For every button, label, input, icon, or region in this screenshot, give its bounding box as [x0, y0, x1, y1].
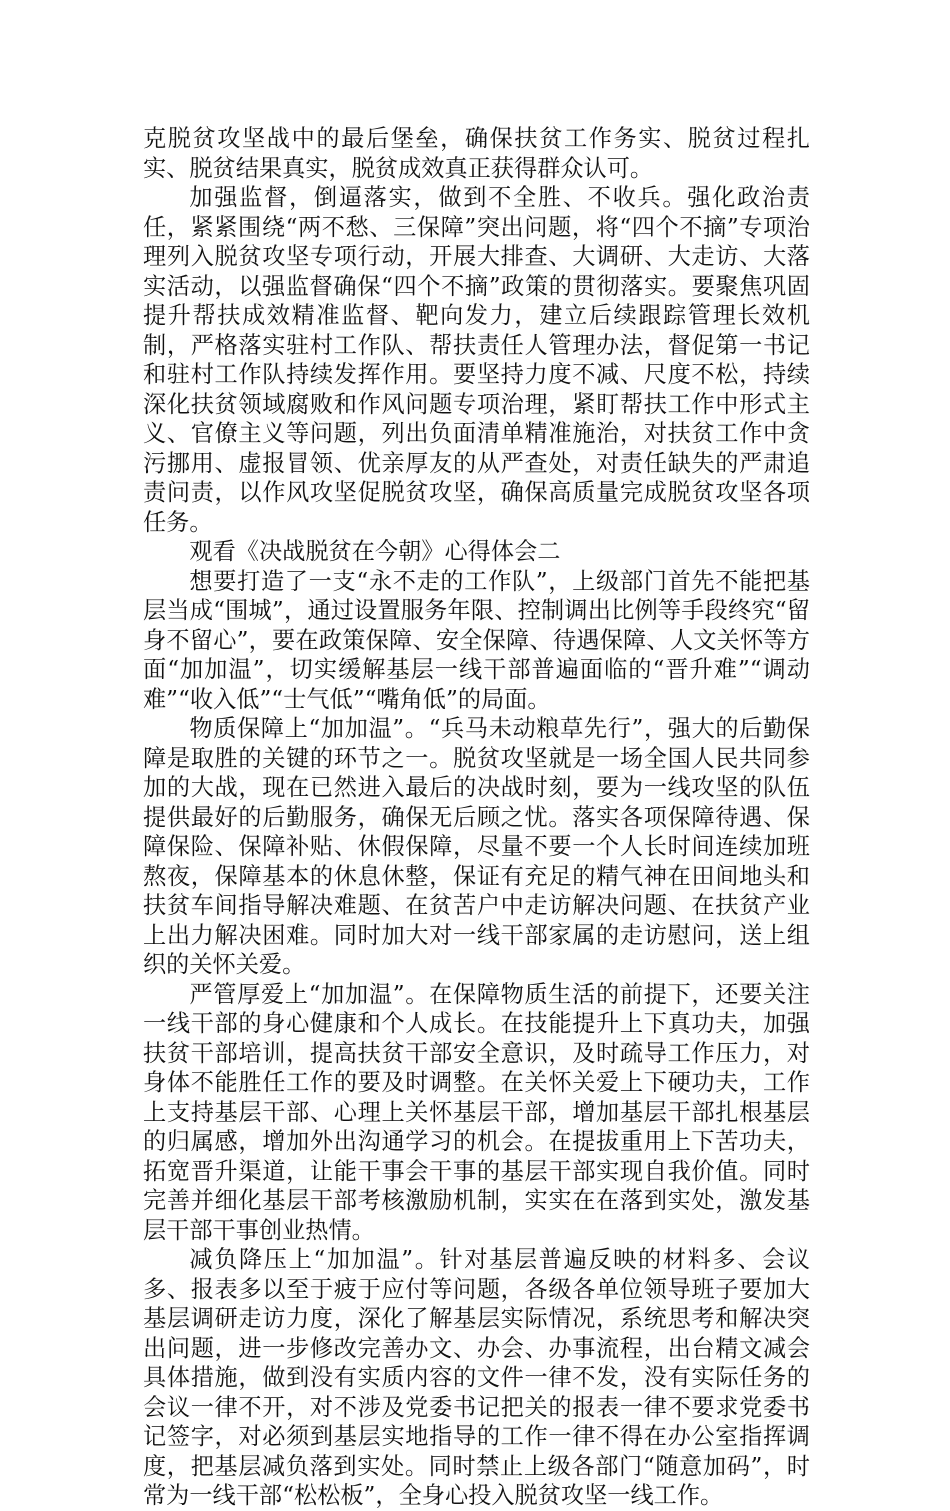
document-page — [143, 124, 810, 1511]
paragraph-continuation: 克脱贫攻坚战中的最后堡垒，确保扶贫工作务实、脱贫过程扎实、脱贫结果真实，脱贫成效真正获得群众认可。 — [143, 125, 810, 182]
paragraph-strict-care: 严管厚爱上“加加温”。在保障物质生活的前提下，还要关注一线干部的身心健康和个人成长。在技能提升上下真功夫，加强扶贫干部培训，提高扶贫干部安全意识，及时疏导工作压力，对身体不能胜任工作的要及时调整。在关怀关爱上下硬功夫，工作上支持基层干部、心理上关怀基层干部，增加基层干部扎根基层的归属感，增加外出沟通学习的机会。在提拔重用上下苦功夫，拓宽晋升渠道，让能干事会干事的基层干部实现自我价值。同时完善并细化基层干部考核激励机制，实实在在落到实处，激发基层干部干事创业热情。 — [143, 980, 810, 1244]
section-heading: 观看《决战脱贫在今朝》心得体会二 — [189, 538, 561, 565]
paragraph-work-team: 想要打造了一支“永不走的工作队”，上级部门首先不能把基层当成“围城”，通过设置服务年限、控制调出比例等手段终究“留身不留心”，要在政策保障、安全保障、待遇保障、人文关怀等方面“加加温”，切实缓解基层一线干部普遍面临的“晋升难”“调动难”“收入低”“士气低”“嘴角低”的局面。 — [143, 567, 810, 713]
paragraph-burden-reduction: 减负降压上“加加温”。针对基层普遍反映的材料多、会议多、报表多以至于疲于应付等问题，各级各单位领导班子要加大基层调研走访力度，深化了解基层实际情况，系统思考和解决突出问题，进一步修改完善办文、办会、办事流程，出台精文减会具体措施，做到没有实质内容的文件一律不发，没有实际任务的会议一律不开，对不涉及党委书记把关的报表一律不要求党委书记签字，对必须到基层实地指导的工作一律不得在办公室指挥调度，把基层减负落到实处。同时禁止上级各部门“随意加码”，时常为一线干部“松松板”，全身心投入脱贫攻坚一线工作。 — [143, 1246, 810, 1509]
paragraph-supervision: 加强监督，倒逼落实，做到不全胜、不收兵。强化政治责任，紧紧围绕“两不愁、三保障”突出问题，将“四个不摘”专项治理列入脱贫攻坚专项行动，开展大排查、大调研、大走访、大落实活动，以强监督确保“四个不摘”政策的贯彻落实。要聚焦巩固提升帮扶成效精准监督、靶向发力，建立后续跟踪管理长效机制，严格落实驻村工作队、帮扶责任人管理办法，督促第一书记和驻村工作队持续发挥作用。要坚持力度不减、尺度不松，持续深化扶贫领域腐败和作风问题专项治理，紧盯帮扶工作中形式主义、官僚主义等问题，列出负面清单精准施治，对扶贫工作中贪污挪用、虚报冒领、优亲厚友的从严查处，对责任缺失的严肃追责问责，以作风攻坚促脱贫攻坚，确保高质量完成脱贫攻坚各项任务。 — [143, 184, 810, 536]
paragraph-material-support: 物质保障上“加加温”。“兵马未动粮草先行”，强大的后勤保障是取胜的关键的环节之一。脱贫攻坚就是一场全国人民共同参加的大战，现在已然进入最后的决战时刻，要为一线攻坚的队伍提供最好的后勤服务，确保无后顾之忧。落实各项保障待遇、保障保险、保障补贴、休假保障，尽量不要一个人长时间连续加班熬夜，保障基本的休息休整，保证有充足的精气神在田间地头和扶贫车间指导解决难题、在贫苦户中走访解决问题、在扶贫产业上出力解决困难。同时加大对一线干部家属的走访慰问，送上组织的关怀关爱。 — [143, 715, 810, 978]
